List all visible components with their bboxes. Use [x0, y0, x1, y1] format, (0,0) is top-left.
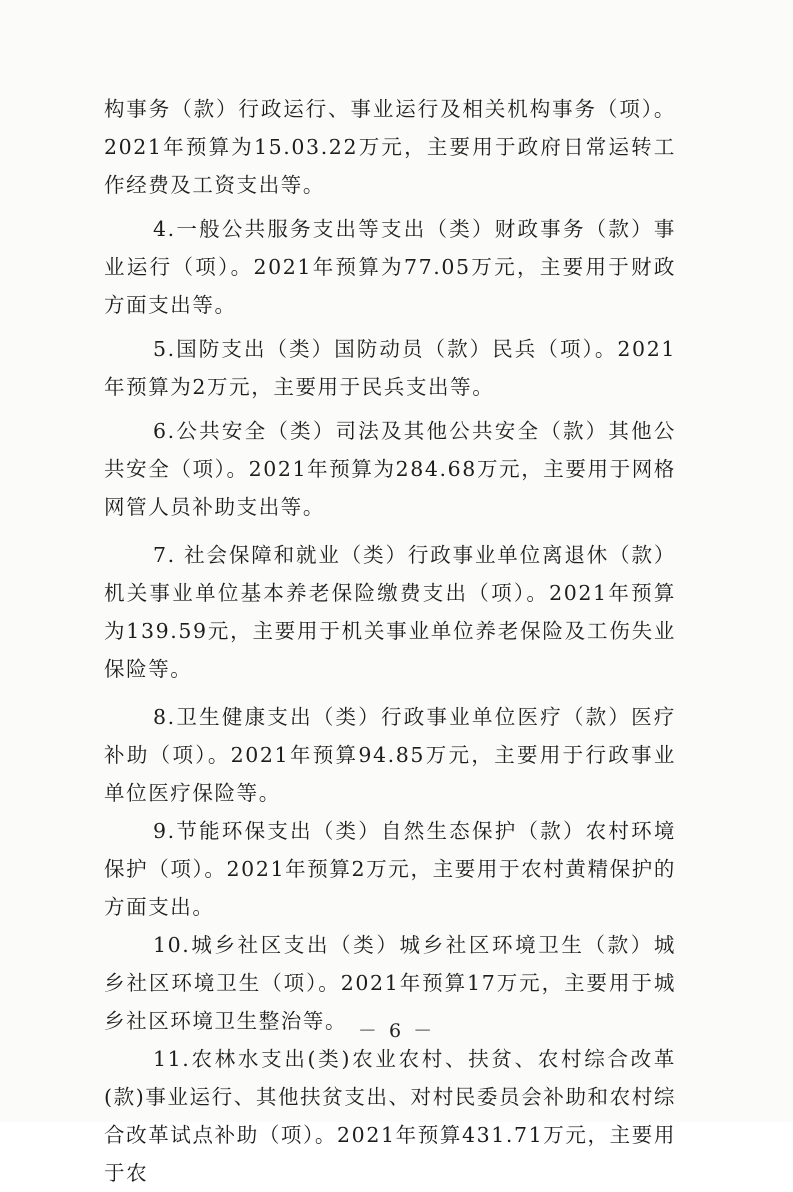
paragraph-item-7: 7. 社会保障和就业（类）行政事业单位离退休（款）机关事业单位基本养老保险缴费支出（项）。2021年预算为139.59元，主要用于机关事业单位养老保险及工伤失业保险等。 — [104, 543, 676, 681]
page-number: － 6 － — [357, 1020, 436, 1042]
paragraph-item-9: 9.节能环保支出（类）自然生态保护（款）农村环境保护（项）。2021年预算2万元，主要用于农村黄精保护的方面支出。 — [104, 819, 676, 919]
paragraph-item-4: 4.一般公共服务支出等支出（类）财政事务（款）事业运行（项）。2021年预算为77.05万元，主要用于财政方面支出等。 — [104, 217, 676, 317]
paragraph-item-8: 8.卫生健康支出（类）行政事业单位医疗（款）医疗补助（项）。2021年预算94.85万元，主要用于行政事业单位医疗保险等。 — [104, 705, 676, 805]
paragraph-item-6: 6.公共安全（类）司法及其他公共安全（款）其他公共安全（项）。2021年预算为284.68万元，主要用于网格网管人员补助支出等。 — [104, 419, 676, 519]
paragraph-continuation: 构事务（款）行政运行、事业运行及相关机构事务（项）。2021年预算为15.03.22万元，主要用于政府日常运转工作经费及工资支出等。 — [104, 97, 676, 197]
paragraph-item-10: 10.城乡社区支出（类）城乡社区环境卫生（款）城乡社区环境卫生（项）。2021年预算17万元，主要用于城乡社区环境卫生整治等。 — [104, 933, 676, 1033]
paragraph-item-11: 11.农林水支出(类)农业农村、扶贫、农村综合改革(款)事业运行、其他扶贫支出、对村民委员会补助和农村综合改革试点补助（项）。2021年预算431.71万元，主要用于农 — [104, 1047, 676, 1185]
paragraph-item-5: 5.国防支出（类）国防动员（款）民兵（项）。2021年预算为2万元，主要用于民兵支出等。 — [104, 337, 676, 399]
